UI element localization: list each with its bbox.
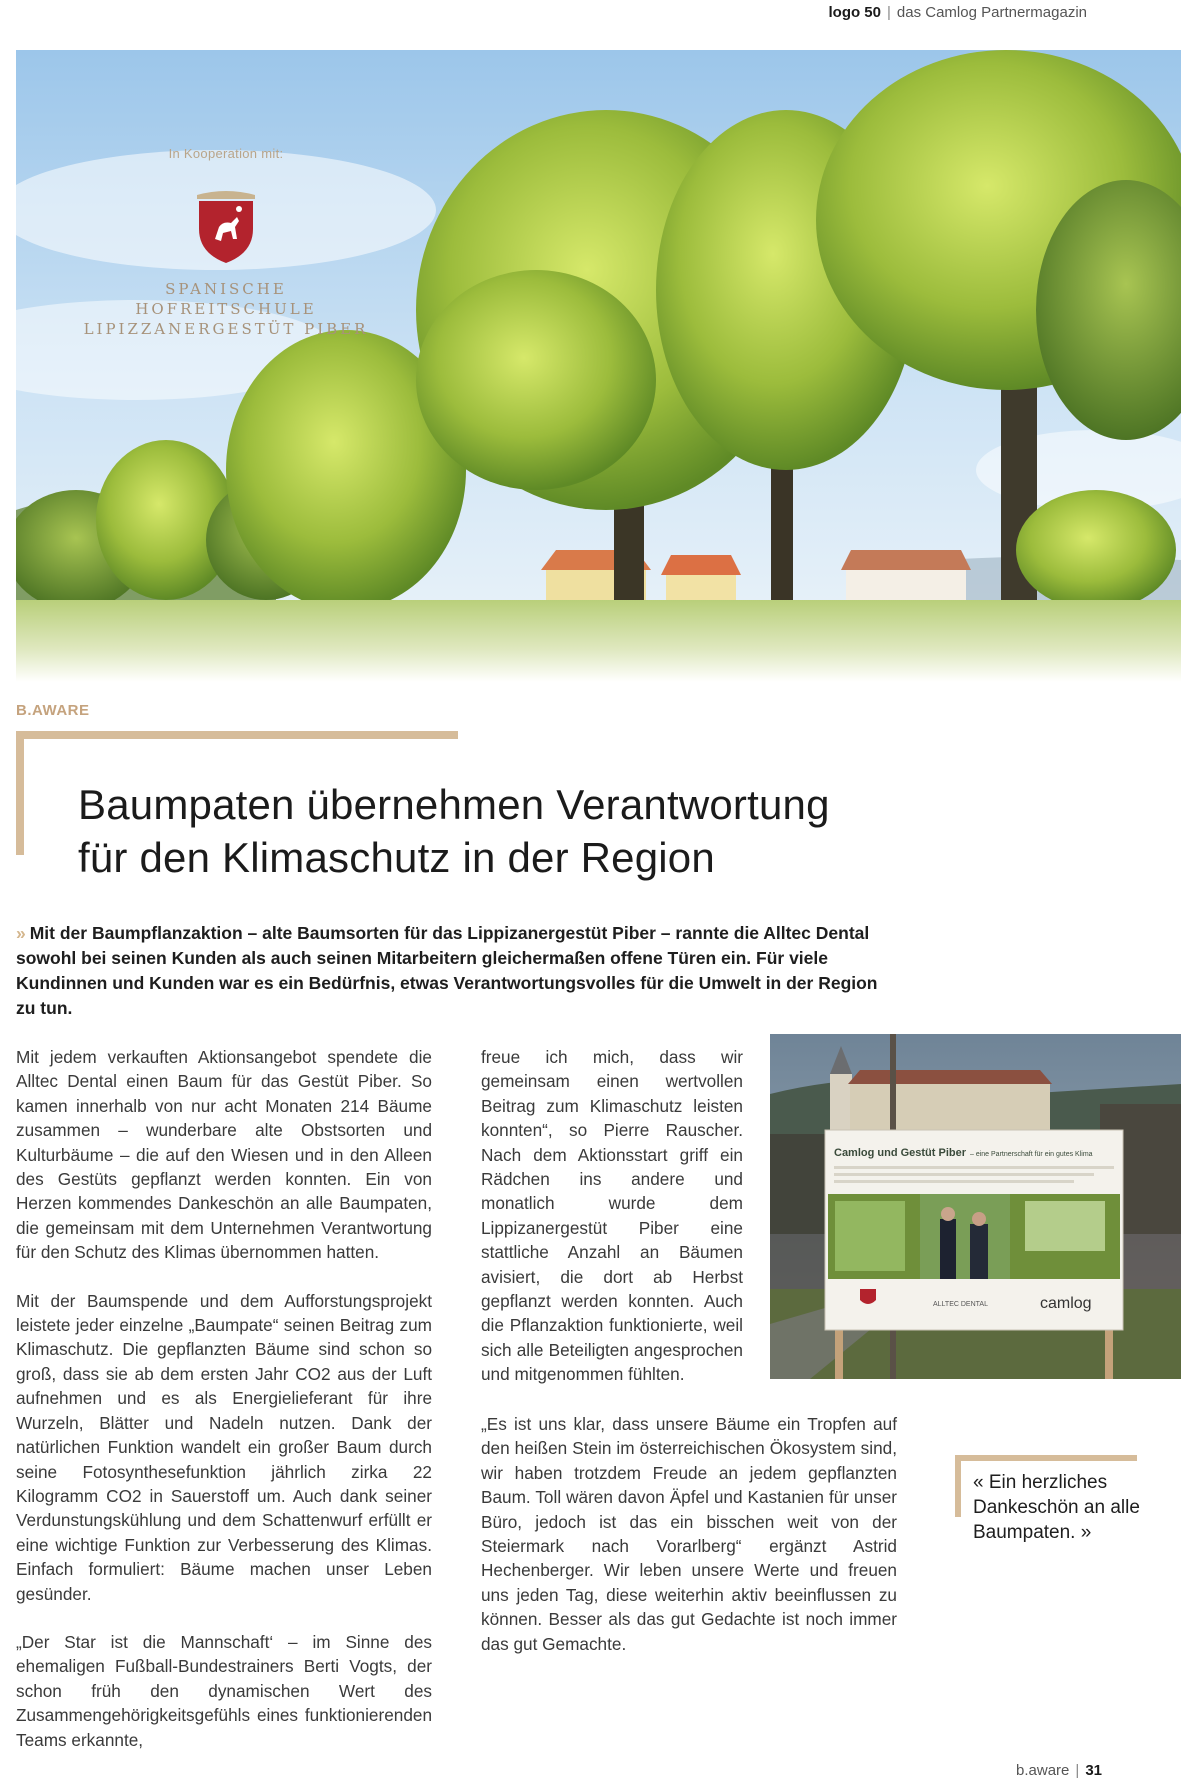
body-paragraph: Mit jedem verkauften Aktionsangebot spendete die Alltec Dental einen Baum für das Gestüt Piber. So kamen innerhalb von nur acht Monaten 214 Bäume zusammen – wunderbare alte Obstsorten und Kulturbäume – die auf den Wiesen und in den Alleen des Gestüts gepflanzt werden konnten. Ein von Herzen kommendes Dankeschön an alle Baumpaten, die gemeinsam mit dem Unternehmen Verantwortung für den Schutz des Klimas übernommen hatten. (16, 1047, 432, 1263)
body-paragraph: freue ich mich, dass wir gemeinsam einen wertvollen Beitrag zum Klimaschutz leisten konnten“, so Pierre Rauscher. Nach dem Aktionsstart griff ein Rädchen ins andere und monatlich wurde dem Lippizanergestüt Piber eine stattliche Anzahl an Bäumen avisiert, die dort ab Herbst gepflanzt werden konnten. Auch die Pflanzaktion funktionierte, weil sich alle Beteiligten angesprochen und mitgenommen fühlten. (481, 1047, 743, 1385)
body-paragraph: „Der Star ist die Mannschaft‘ – im Sinne des ehemaligen Fußball-Bundestrainers Berti Vogts, der schon früh den dynamischen Wert des Zusammengehörigkeitsgefühls eines funktionierenden Teams erkannte, (16, 1631, 432, 1750)
sign-logo-alltec: ALLTEC DENTAL (933, 1301, 988, 1308)
article-title (78, 778, 978, 884)
body-paragraph: Mit der Baumspende und dem Aufforstungsprojekt leistete jeder einzelne „Baumpate“ seinen Beitrag zum Klimaschutz. Die gepflanzten Bäume sind schon so groß, dass sie ab dem ersten Jahr CO2 aus der Luft aufnehmen und es als Energielieferant für ihre Wurzeln, Blätter und Nadeln nutzen. Dank der natürlichen Funktion wandelt ein großer Baum durch seine Fotosynthesefunktion jährlich zirka 22 Kilogramm CO2 in Sauerstoff um. Auch dank seiner Verdunstungskühlung und dem Schattenwurf erfüllt er eine wichtige Funktion zur Verbesserung des Klimas. Einfach formuliert: Bäume machen unser Leben gesünder. (16, 1290, 432, 1604)
hero-image (16, 50, 1181, 682)
quote-accent-bar-vertical (955, 1455, 961, 1517)
separator: | (887, 4, 891, 21)
sign-photo (770, 1034, 1181, 1379)
sign-photo-image (770, 1034, 1181, 1379)
cooperation-badge (76, 146, 376, 339)
article-title-line1: Baumpaten übernehmen Verantwortung (78, 781, 830, 828)
lead-arrow-icon: » (16, 923, 26, 943)
cooperation-label: In Kooperation mit: (168, 146, 284, 161)
title-accent-bar-vertical (16, 731, 24, 855)
school-name-line2: LIPIZZANERGESTÜT PIBER (83, 320, 369, 338)
footer-section: b.aware (1016, 1762, 1070, 1779)
school-name-line1: SPANISCHE HOFREITSCHULE (135, 280, 317, 318)
running-header (828, 4, 1087, 21)
body-column-2 (481, 1045, 743, 1411)
page-footer (1016, 1762, 1102, 1779)
quote-accent-bar (955, 1455, 1137, 1461)
crest-icon (193, 187, 259, 265)
magazine-name: das Camlog Partnermagazin (896, 4, 1087, 21)
body-column-1 (16, 1045, 432, 1776)
article-title-line2: für den Klimaschutz in der Region (78, 834, 715, 881)
sign-headline: Camlog und Gestüt Piber (834, 1147, 967, 1159)
sign-subline: – eine Partnerschaft für ein gutes Klima (970, 1151, 1093, 1158)
title-accent-bar (16, 731, 458, 739)
page-number: 31 (1085, 1762, 1102, 1779)
tree-landscape-illustration (16, 50, 1181, 682)
pull-quote: « Ein herzliches Dankeschön an alle Baumpaten. » (973, 1472, 1140, 1543)
separator: | (1075, 1762, 1080, 1779)
body-column-2-lower (481, 1412, 897, 1680)
lead-paragraph (16, 921, 896, 1021)
magazine-brand: logo 50 (828, 4, 881, 21)
sign-logo-camlog: camlog (1040, 1295, 1092, 1312)
body-paragraph: „Es ist uns klar, dass unsere Bäume ein Tropfen auf den heißen Stein im österreichischen Ökosystem sind, wir haben trotzdem Freude an jedem gepflanzten Baum. Toll wären davon Äpfel und Kastanien für unser Büro, jedoch ist das ein bisschen weit von der Steiermark nach Vorarlberg“ ergänzt Astrid Hechenberger. Wir leben unsere Werte und freuen uns jeden Tag, diese weiterhin aktiv beeinflussen zu können. Besser als das gut Gedachte ist noch immer das gut Gemachte. (481, 1414, 897, 1654)
lead-text: Mit der Baumpflanzaktion – alte Baumsorten für das Lippizanergestüt Piber – rannte die Alltec Dental sowohl bei seinen Kunden als auch seinen Mitarbeitern gleichermaßen offene Türen ein. Für viele Kundinnen und Kunden war es ein Bedürfnis, etwas Verantwortungsvolles für die Umwelt in der Region zu tun. (16, 923, 878, 1018)
section-label: B.AWARE (16, 702, 90, 719)
